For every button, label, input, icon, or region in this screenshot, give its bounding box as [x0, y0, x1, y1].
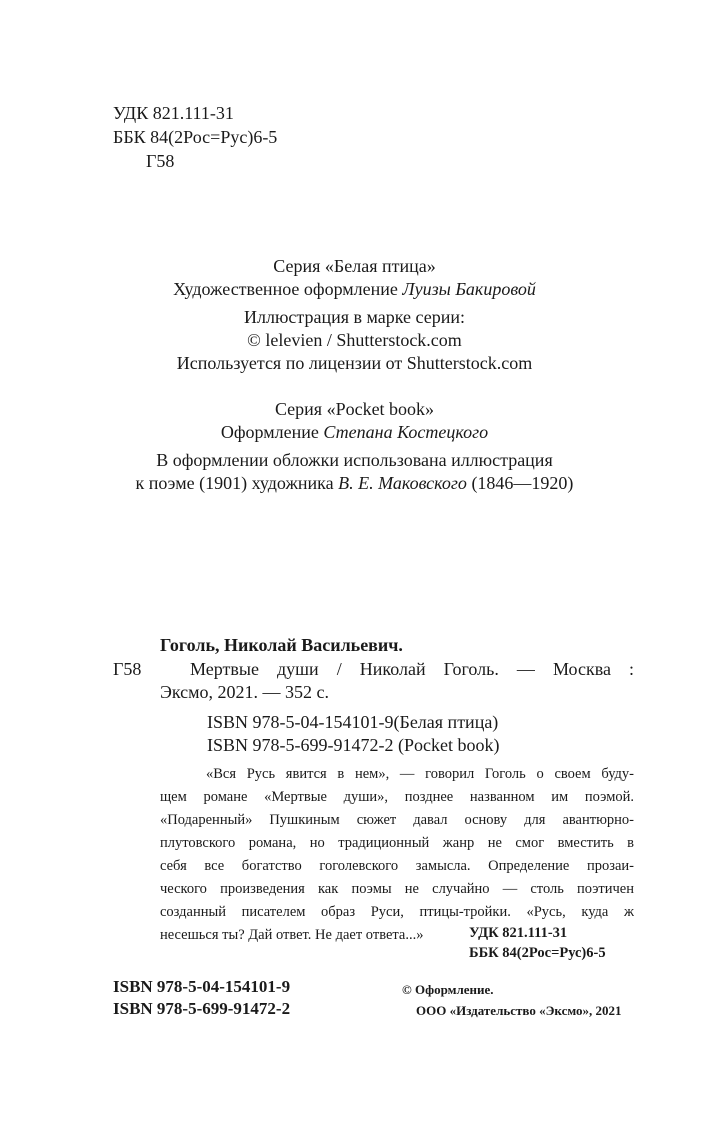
- footer-isbn2: ISBN 978-5-699-91472-2: [113, 999, 291, 1018]
- cover-artist-line: [0, 471, 709, 495]
- catalog-isbn2: ISBN 978-5-699-91472-2 (Pocket book): [207, 735, 500, 755]
- catalog-mark: Г58: [113, 659, 142, 679]
- series-white-title: Серия «Белая птица»: [273, 256, 436, 276]
- catalog-author: Гоголь, Николай Васильевич.: [160, 635, 403, 655]
- series-pocket-title: Серия «Pocket book»: [274, 399, 435, 419]
- series-pocket-design: [0, 420, 709, 444]
- annotation-line: щем романе «Мертвые души», позднее названном им поэмой.: [160, 789, 634, 805]
- annotation-line: «Вся Русь явится в нем», — говорил Гоголь о своем буду-: [206, 766, 634, 782]
- annotation-line: себя все богатство гоголевского замысла. Определение прозаи-: [160, 858, 634, 874]
- annotation: [160, 763, 634, 947]
- footer-isbn1: ISBN 978-5-04-154101-9: [113, 977, 291, 996]
- annotation-line: ческого произведения как поэмы не случайно — столь поэтичен: [160, 881, 634, 897]
- catalog-title-line2: Эксмо, 2021. — 352 с.: [160, 682, 330, 702]
- designer-name: Луизы Бакировой: [402, 279, 536, 299]
- annotation-line: плутовского романа, но традиционный жанр не смог вместить в: [160, 835, 634, 851]
- catalog-title-line1: Мертвые души / Николай Гоголь. — Москва :: [190, 659, 634, 679]
- cover-artist-name: В. Е. Маковского: [338, 473, 467, 493]
- designer-name: Степана Костецкого: [323, 422, 489, 442]
- design-label: Художественное оформление: [173, 279, 398, 299]
- copyright-line: © lelevien / Shutterstock.com: [247, 330, 462, 350]
- license-line: Используется по лицензии от Shutterstock.com: [176, 353, 533, 373]
- bbk-code: ББК 84(2Рос=Рус)6-5: [113, 127, 278, 147]
- footer-copyright1: © Оформление.: [402, 982, 494, 997]
- annotation-line: несешься ты? Дай ответ. Не дает ответа...»: [160, 927, 424, 943]
- annotation-line: «Подаренный» Пушкиным сюжет давал основу для авантюрно-: [160, 812, 634, 828]
- catalog-isbn1: ISBN 978-5-04-154101-9(Белая птица): [207, 712, 499, 732]
- annotation-line: созданный писателем образ Руси, птицы-тройки. «Русь, куда ж: [160, 904, 634, 920]
- udk-code: УДК 821.111-31: [113, 103, 234, 123]
- illustration-line: Иллюстрация в марке серии:: [243, 307, 466, 327]
- cover-illustration-line: В оформлении обложки использована иллюстрация: [156, 450, 553, 470]
- card-bbk: ББК 84(2Рос=Рус)6-5: [469, 945, 606, 961]
- series-white-design: [0, 277, 709, 301]
- cover-artist-years: (1846—1920): [471, 473, 574, 493]
- card-udk: УДК 821.111-31: [469, 925, 568, 941]
- author-mark: Г58: [146, 151, 175, 171]
- cover-artist-prefix: к поэме (1901) художника: [135, 473, 334, 493]
- footer-copyright2: ООО «Издательство «Эксмо», 2021: [416, 1003, 622, 1018]
- design-label: Оформление: [220, 422, 319, 442]
